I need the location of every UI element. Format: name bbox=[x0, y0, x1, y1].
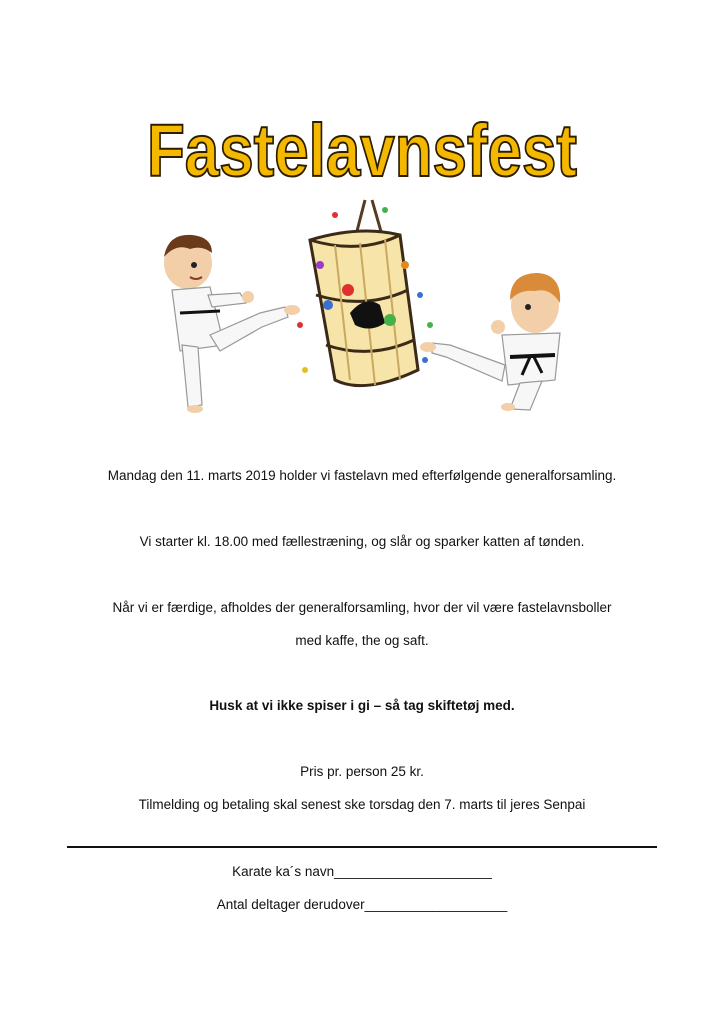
karate-girl-icon bbox=[420, 273, 560, 411]
barrel-with-cat-icon bbox=[297, 200, 433, 386]
event-announcement: Mandag den 11. marts 2019 holder vi fastelavn med efterfølgende generalforsamling. bbox=[107, 468, 617, 483]
program-text: Vi starter kl. 18.00 med fællestræning, og slår og sparker katten af tønden. bbox=[139, 534, 585, 549]
price-text: Pris pr. person 25 kr. bbox=[300, 764, 424, 779]
karate-boy-icon bbox=[164, 235, 300, 413]
notice-text: Husk at vi ikke spiser i gi – så tag skiftetøj med. bbox=[209, 698, 515, 713]
assembly-text: Når vi er færdige, afholdes der generalforsamling, hvor der vil være fastelavnsboller bbox=[112, 600, 612, 615]
name-field[interactable]: Karate ka´s navn_____________________ bbox=[232, 864, 492, 879]
refreshments-text: med kaffe, the og saft. bbox=[295, 633, 429, 648]
deadline-text: Tilmelding og betaling skal senest ske torsdag den 7. marts til jeres Senpai bbox=[138, 797, 586, 812]
divider bbox=[67, 846, 657, 848]
page-title-text: Fastelavnsfest bbox=[147, 109, 577, 190]
page-title bbox=[0, 78, 724, 190]
illustration bbox=[150, 195, 580, 420]
participants-field[interactable]: Antal deltager derudover___________________ bbox=[216, 897, 508, 912]
